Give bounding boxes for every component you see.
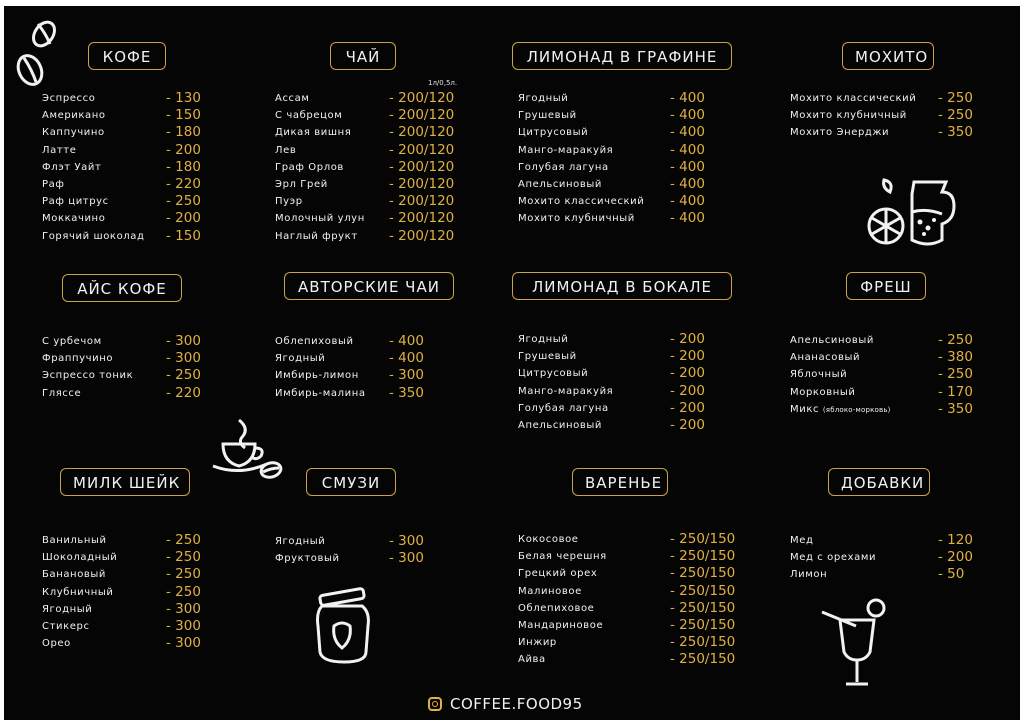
menu-item (518, 531, 748, 548)
menu-item-name: Цитрусовый (518, 127, 589, 139)
menu-item-name: Манго-маракуйя (518, 144, 614, 156)
menu-item (42, 210, 217, 227)
menu-item-name: Каппучино (42, 127, 105, 139)
menu-item-price: - 250 (938, 332, 973, 348)
menu-item-name: Имбирь-лимон (275, 370, 359, 382)
menu-item-price: - 250/150 (670, 616, 736, 633)
menu-item (42, 193, 217, 210)
menu-item-price: - 400 (670, 210, 705, 227)
menu-item-price: - 250 (166, 532, 201, 548)
menu-item-price: - 380 (938, 349, 973, 366)
section-title-coffee: КОФЕ (88, 42, 166, 70)
menu-item-price: - 250 (938, 107, 973, 124)
menu-item-name: Имбирь-малина (275, 387, 366, 399)
menu-item (518, 617, 748, 634)
menu-item-price: - 250/150 (670, 531, 736, 547)
menu-item-price: - 180 (166, 124, 201, 141)
menu-item-name: Американо (42, 110, 106, 122)
section-title-tea: ЧАЙ (330, 42, 396, 70)
tea-list (275, 90, 475, 245)
menu-item (518, 417, 748, 434)
menu-item (42, 350, 217, 367)
menu-item-price: - 350 (389, 384, 424, 401)
instagram-icon (428, 697, 442, 711)
menu-item-name: Мохито клубничный (518, 213, 635, 225)
section-title-smoothie: СМУЗИ (306, 468, 396, 496)
menu-item-name: Лев (275, 144, 297, 156)
menu-item-price: - 250 (938, 90, 973, 106)
menu-item-name: Молочный улун (275, 213, 365, 225)
menu-item (275, 193, 475, 210)
menu-item-price: - 250 (166, 367, 201, 384)
section-title-milkshake: МИЛК ШЕЙК (60, 468, 190, 496)
menu-item-name: Банановый (42, 569, 106, 581)
menu-item-name: Грушевый (518, 110, 577, 122)
menu-item-price: - 150 (166, 107, 201, 124)
milkshake-list (42, 532, 217, 652)
menu-item-price: - 200 (670, 348, 705, 365)
menu-item-name: Мандариновое (518, 619, 604, 631)
menu-item-price: - 200/120 (389, 90, 455, 106)
menu-item (275, 107, 475, 124)
menu-item-name: Горячий шоколад (42, 230, 145, 242)
menu-item-price: - 200/120 (389, 107, 455, 124)
menu-item-name: Грушевый (518, 351, 577, 363)
menu-item-price: - 250 (938, 366, 973, 383)
menu-item (790, 566, 990, 583)
menu-item-price: - 200/120 (389, 124, 455, 141)
menu-item-price: - 180 (166, 158, 201, 175)
menu-item (42, 159, 217, 176)
lemonade-glass-list (518, 331, 748, 434)
menu-item (42, 124, 217, 141)
extras-list (790, 532, 990, 584)
menu-item-price: - 400 (670, 175, 705, 192)
menu-item (275, 228, 475, 245)
section-title-fresh: ФРЕШ (846, 272, 926, 300)
cocktail-glass-icon (816, 596, 896, 692)
menu-item (275, 124, 475, 141)
menu-item-name: Микс (яблоко-морковь) (790, 403, 891, 415)
menu-item (518, 348, 748, 365)
menu-item-name: Наглый фрукт (275, 230, 358, 242)
menu-item (42, 549, 217, 566)
menu-item (518, 565, 748, 582)
menu-item-name: Апельсиновый (790, 335, 874, 346)
menu-item-name: Мохито классический (518, 196, 645, 208)
menu-item-name: Граф Орлов (275, 161, 344, 173)
menu-item (275, 385, 445, 402)
menu-item (275, 210, 475, 227)
fresh-list (790, 332, 990, 418)
menu-item-name: Клубничный (42, 586, 114, 598)
section-title-jam: ВАРЕНЬЕ (572, 468, 668, 496)
menu-item-name: Фруктовый (275, 553, 340, 565)
menu-item-name: Раф цитрус (42, 196, 109, 208)
menu-item-price: - 250/150 (670, 565, 736, 582)
menu-item-name: Кокосовое (518, 534, 579, 545)
menu-item-name: Ягодный (518, 334, 569, 345)
menu-item-name: Стикерс (42, 620, 90, 632)
menu-item-price: - 200/120 (389, 141, 455, 158)
menu-item-name: Фраппучино (42, 353, 114, 365)
section-title-extras: ДОБАВКИ (828, 468, 930, 496)
menu-item-name: Дикая вишня (275, 127, 352, 139)
menu-item-price: - 250 (166, 566, 201, 583)
coffee-cup-icon (209, 414, 289, 486)
menu-item-name: Орео (42, 638, 71, 650)
menu-item (42, 635, 217, 652)
menu-item (790, 332, 990, 349)
section-title-ice-coffee: АЙС КОФЕ (62, 274, 182, 302)
menu-item (518, 651, 748, 668)
menu-item-price: - 200/120 (389, 158, 455, 175)
menu-item-price: - 250/150 (670, 582, 736, 599)
menu-item (790, 532, 990, 549)
menu-item (518, 600, 748, 617)
menu-item-price: - 350 (938, 400, 973, 417)
menu-item-name: Мед (790, 535, 814, 546)
menu-item-name: Шоколадный (42, 552, 118, 564)
menu-item-name: Голубая лагуна (518, 402, 609, 414)
menu-item (275, 142, 475, 159)
coffee-beans-icon (10, 14, 60, 94)
menu-item-price: - 400 (670, 124, 705, 141)
menu-item (42, 107, 217, 124)
ice-coffee-list (42, 333, 217, 402)
menu-item-price: - 250 (166, 583, 201, 600)
section-title-lemonade-glass: ЛИМОНАД В БОКАЛЕ (512, 272, 732, 300)
menu-item-price: - 250/150 (670, 599, 736, 616)
menu-item-price: - 300 (166, 350, 201, 367)
menu-item-name: Облепиховое (518, 602, 595, 614)
menu-item-price: - 200 (938, 549, 973, 566)
menu-item-subnote: (яблоко-морковь) (822, 405, 891, 414)
menu-item (42, 566, 217, 583)
menu-item-name: Пуэр (275, 196, 303, 208)
menu-item-price: - 300 (166, 635, 201, 652)
menu-item (518, 400, 748, 417)
menu-item-price: - 400 (389, 333, 424, 349)
menu-item-price: - 400 (670, 107, 705, 124)
menu-item-price: - 300 (166, 333, 201, 349)
menu-item-name: Флэт Уайт (42, 161, 102, 173)
menu-item-price: - 200/120 (389, 175, 455, 192)
menu-item (42, 142, 217, 159)
menu-item (275, 350, 445, 367)
section-title-author-tea: АВТОРСКИЕ ЧАИ (284, 272, 454, 300)
menu-item (275, 550, 435, 567)
menu-item-name: Инжир (518, 637, 557, 649)
menu-item-name: Мед с орехами (790, 552, 877, 564)
menu-item (42, 176, 217, 193)
menu-item (518, 548, 748, 565)
menu-item-price: - 220 (166, 175, 201, 192)
menu-item-price: - 200 (670, 365, 705, 382)
menu-item (275, 90, 475, 107)
menu-item-name: Эспрессо тоник (42, 370, 134, 382)
menu-item-name: Грецкий орех (518, 568, 598, 580)
menu-item-price: - 400 (670, 141, 705, 158)
menu-item (790, 401, 990, 418)
menu-item (518, 331, 748, 348)
footer (428, 694, 583, 714)
menu-item-price: - 300 (166, 617, 201, 634)
menu-item (42, 385, 217, 402)
menu-item-name: Эспрессо (42, 93, 96, 104)
menu-item-price: - 200/120 (389, 193, 455, 210)
author-tea-list (275, 333, 445, 402)
menu-item-name: Белая черешня (518, 551, 607, 563)
instagram-handle[interactable]: COFFEE.FOOD95 (450, 695, 583, 713)
lemonade-jug-icon (862, 170, 964, 252)
menu-item-name: Лимон (790, 569, 828, 581)
menu-item-name: Апельсиновый (518, 419, 602, 431)
menu-item-name: Цитрусовый (518, 368, 589, 380)
coffee-list (42, 90, 217, 245)
menu-item (518, 107, 748, 124)
menu-item-price: - 250/150 (670, 651, 736, 668)
lemonade-carafe-list (518, 90, 748, 228)
menu-item-price: - 50 (938, 566, 965, 583)
menu-item-name: Апельсиновый (518, 178, 602, 190)
menu-item-name: С чабрецом (275, 110, 343, 122)
menu-item-name: Раф (42, 178, 65, 190)
menu-item (42, 90, 217, 107)
menu-item (518, 176, 748, 193)
menu-item-price: - 200 (166, 210, 201, 227)
menu-item (518, 90, 748, 107)
menu-item (275, 333, 445, 350)
menu-item-name: Моккачино (42, 213, 106, 225)
menu-item-name: Манго-маракуйя (518, 385, 614, 397)
menu-item-price: - 130 (166, 90, 201, 106)
menu-item-name: Яблочный (790, 369, 848, 381)
menu-item-name: Мохито классический (790, 93, 917, 104)
menu-item (275, 533, 435, 550)
menu-item (518, 634, 748, 651)
menu-item (790, 349, 990, 366)
menu-item-price: - 250 (166, 549, 201, 566)
menu-item-price: - 120 (938, 532, 973, 548)
menu-item-price: - 170 (938, 383, 973, 400)
menu-item (42, 367, 217, 384)
menu-item (518, 159, 748, 176)
menu-item-name: Мохито Энерджи (790, 127, 890, 139)
menu-item-price: - 400 (670, 90, 705, 106)
menu-item-price: - 250/150 (670, 634, 736, 651)
menu-item-name: Ягодный (42, 603, 93, 615)
menu-item-price: - 250/150 (670, 548, 736, 565)
menu-item (790, 107, 990, 124)
menu-item-price: - 220 (166, 384, 201, 401)
menu-item (42, 618, 217, 635)
menu-item-price: - 200 (166, 141, 201, 158)
menu-item (518, 142, 748, 159)
menu-item-price: - 200/120 (389, 210, 455, 227)
menu-item-price: - 350 (938, 124, 973, 141)
menu-item (790, 549, 990, 566)
jam-list (518, 531, 748, 669)
menu-item-price: - 300 (166, 600, 201, 617)
menu-item-name: Мохито клубничный (790, 110, 907, 122)
menu-item (790, 90, 990, 107)
menu-item (42, 228, 217, 245)
menu-item-price: - 400 (670, 158, 705, 175)
menu-item (790, 384, 990, 401)
tea-volume-note: 1л/0,5л. (428, 79, 458, 87)
menu-item-name: Гляссе (42, 387, 82, 399)
menu-item (275, 176, 475, 193)
menu-item (275, 159, 475, 176)
jam-jar-icon (312, 586, 374, 666)
menu-item-name: Ягодный (518, 93, 569, 104)
menu-item-price: - 300 (389, 533, 424, 549)
menu-item-name: Ассам (275, 93, 310, 104)
menu-item-name: Айва (518, 654, 546, 666)
menu-item-price: - 200 (670, 331, 705, 347)
menu-item-name: Морковный (790, 386, 856, 398)
menu-item-name: Латте (42, 144, 77, 156)
menu-item-price: - 300 (389, 550, 424, 567)
menu-item (42, 584, 217, 601)
section-title-lemonade-carafe: ЛИМОНАД В ГРАФИНЕ (512, 42, 732, 70)
menu-item (275, 367, 445, 384)
menu-item (518, 210, 748, 227)
menu-item-price: - 150 (166, 227, 201, 244)
menu-item-name: Ананасовый (790, 352, 861, 364)
mojito-list (790, 90, 990, 142)
menu-item (518, 583, 748, 600)
menu-item (518, 383, 748, 400)
menu-item (518, 124, 748, 141)
menu-item-price: - 200 (670, 399, 705, 416)
menu-item-name: Ванильный (42, 535, 107, 546)
smoothie-list (275, 533, 435, 567)
menu-item-price: - 200 (670, 382, 705, 399)
menu-item-price: - 250 (166, 193, 201, 210)
menu-item-name: Ягодный (275, 536, 326, 547)
menu-item-price: - 400 (389, 350, 424, 367)
menu-item-price: - 200 (670, 416, 705, 433)
menu-item (42, 532, 217, 549)
menu-item (790, 124, 990, 141)
menu-item (42, 333, 217, 350)
menu-item (518, 365, 748, 382)
menu-item-name: Малиновое (518, 585, 582, 597)
section-title-mojito: МОХИТО (842, 42, 934, 70)
menu-item-name: Ягодный (275, 353, 326, 365)
menu-item-price: - 200/120 (389, 227, 455, 244)
menu-item-price: - 300 (389, 367, 424, 384)
menu-item-name: Голубая лагуна (518, 161, 609, 173)
menu-board (4, 6, 1020, 720)
menu-item-name: Облепиховый (275, 336, 354, 347)
menu-item-name: Эрл Грей (275, 178, 328, 190)
menu-item (518, 193, 748, 210)
menu-item-price: - 400 (670, 193, 705, 210)
menu-item-name: С урбечом (42, 336, 102, 347)
menu-item (790, 366, 990, 383)
menu-item (42, 601, 217, 618)
